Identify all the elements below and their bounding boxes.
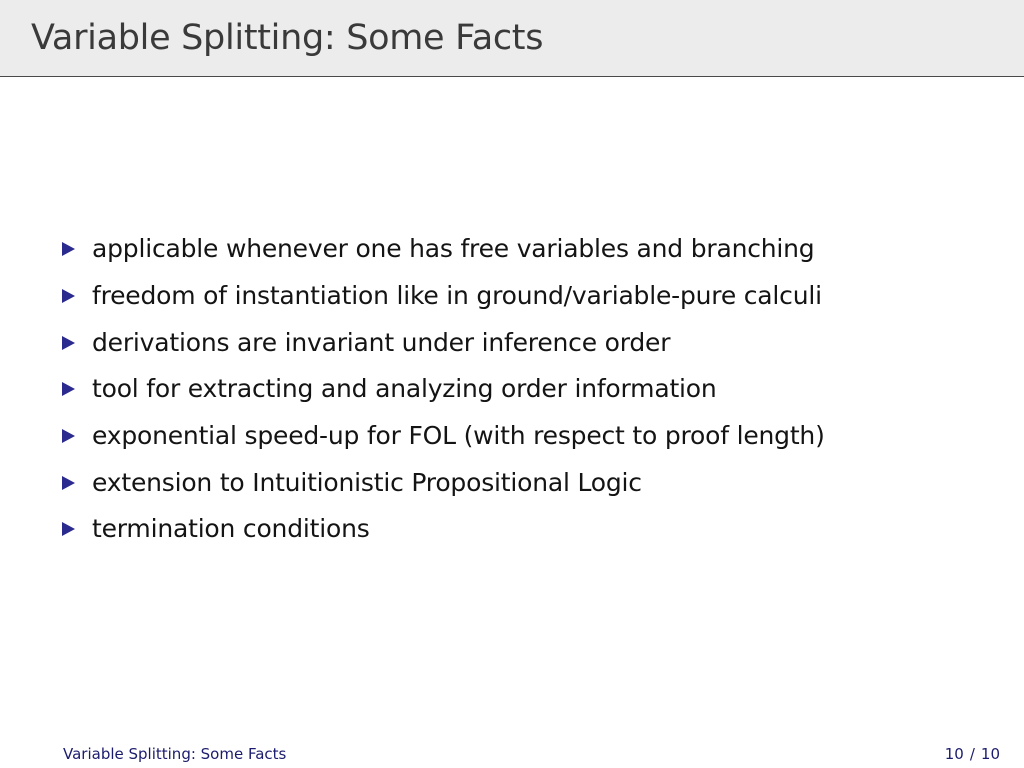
list-item (62, 506, 825, 553)
bullet-text: exponential speed-up for FOL (with respect to proof length) (92, 421, 825, 451)
list-item (62, 459, 825, 506)
list-item (62, 226, 825, 273)
triangle-right-icon (62, 429, 75, 443)
triangle-right-icon (62, 522, 75, 536)
list-item (62, 366, 825, 413)
title-bar (0, 0, 1024, 77)
bullet-list (62, 226, 825, 553)
footer-section-title: Variable Splitting: Some Facts (63, 745, 287, 763)
triangle-right-icon (62, 242, 75, 256)
list-item (62, 319, 825, 366)
bullet-text: freedom of instantiation like in ground/variable-pure calculi (92, 281, 822, 311)
bullet-text: extension to Intuitionistic Propositional Logic (92, 467, 642, 497)
bullet-text: termination conditions (92, 514, 370, 544)
triangle-right-icon (62, 336, 75, 350)
list-item (62, 273, 825, 320)
bullet-text: tool for extracting and analyzing order information (92, 374, 717, 404)
page-total: 10 (980, 745, 1000, 763)
page-number (945, 744, 1000, 764)
page-separator: / (969, 745, 975, 763)
slide-title: Variable Splitting: Some Facts (31, 18, 544, 58)
bullet-text: applicable whenever one has free variables and branching (92, 234, 815, 264)
bullet-text: derivations are invariant under inference order (92, 327, 671, 357)
triangle-right-icon (62, 476, 75, 490)
page-current: 10 (944, 745, 964, 763)
list-item (62, 413, 825, 460)
triangle-right-icon (62, 382, 75, 396)
triangle-right-icon (62, 289, 75, 303)
